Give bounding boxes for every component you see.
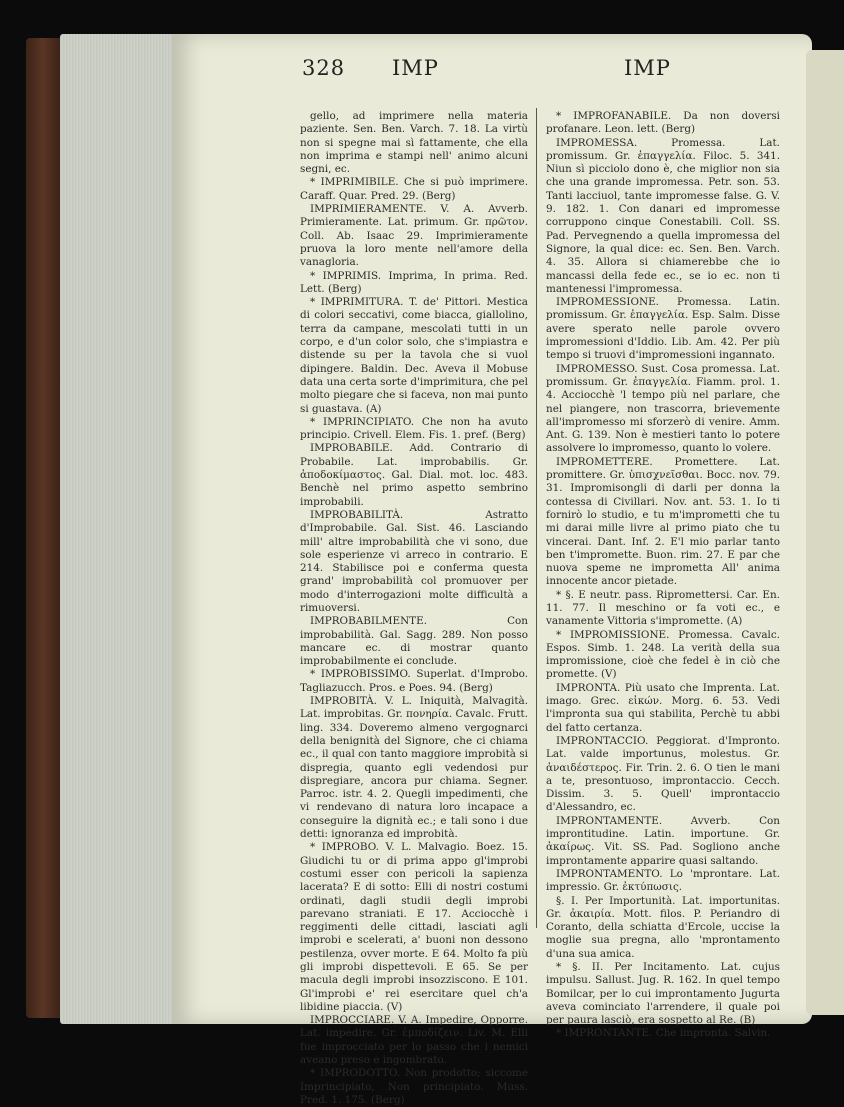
dictionary-entry: * IMPROMISSIONE. Promessa. Cavalc. Espos. Simb. 1. 248. La verità della sua impromissione, cioè che fedel è in ciò che promette. (V) [546, 628, 780, 681]
dictionary-entry: IMPROBABILE. Add. Contrario di Probabile. Lat. improbabilis. Gr. ἀποδοκίμαστος. Gal. Dial. mot. loc. 483. Benchè nel primo aspetto sembrino improbabili. [300, 442, 528, 508]
dictionary-entry: * IMPROFANABILE. Da non doversi profanare. Leon. lett. (Berg) [546, 110, 780, 136]
dictionary-entry: * IMPROBISSIMO. Superlat. d'Improbo. Tagliazucch. Pros. e Poes. 94. (Berg) [300, 668, 528, 694]
dictionary-entry: * IMPRODOTTO. Non prodotto; siccome Imprincipiato, Non principiato. Muss. Pred. 1. 175. (Berg) [300, 1067, 528, 1106]
column-divider [536, 108, 537, 928]
dictionary-entry: * IMPRIMIS. Imprima, In prima. Red. Lett. (Berg) [300, 269, 528, 295]
dictionary-entry: IMPROCCIARE. V. A. Impedire, Opporre. Lat. impedire. Gr. ἐμποδίζειν. Liv. M. Elli fue improcciato per lo passo che i nemici aveano preso e ingombrato. [300, 1014, 528, 1067]
facing-page-edge [806, 50, 844, 1015]
dictionary-entry: IMPROMESSIONE. Promessa. Latin. promissum. Gr. ἐπαγγελία. Esp. Salm. Disse avere sperato nelle parole ovvero impromessioni d'Iddio. Lib. Am. 42. Per più tempo si truovi d'impromessioni ingannato. [546, 296, 780, 362]
dictionary-entry: IMPROBITÀ. V. L. Iniquità, Malvagità. Lat. improbitas. Gr. πονηρία. Cavalc. Frutt. ling. 334. Doveremo almeno vergognarci della benignità del Signore, che ci chiama ec., il qual con tanto maggiore improbità si dispregia, quanto egli vedendosi pur dispregiare, ancora pur chiama. Segner. Parroc. istr. 4. 2. Quegli impedimenti, che vi rendevano di natura loro incapace a conseguire la dignità ec.; e tali sono i due detti: ignoranza ed improbità. [300, 695, 528, 841]
dictionary-entry: IMPRONTAMENTE. Avverb. Con improntitudine. Latin. importune. Gr. ἀκαίρως. Vit. SS. Pad. Sogliono anche improntamente apparire quasi saltando. [546, 814, 780, 867]
dictionary-entry: §. I. Per Importunità. Lat. importunitas. Gr. ἀκαιρία. Mott. filos. P. Periandro di Coranto, della schiatta d'Ercole, uccise la moglie sua pregna, allo 'mprontamento d'una sua amica. [546, 894, 780, 960]
dictionary-entry: * IMPRINCIPIATO. Che non ha avuto principio. Crivell. Elem. Fis. 1. pref. (Berg) [300, 415, 528, 442]
dictionary-entry: * §. E neutr. pass. Ripromettersi. Car. En. 11. 77. Il meschino or fa voti ec., e vanamente Vittoria s'impromette. (A) [546, 588, 780, 628]
left-column [300, 110, 528, 1107]
dictionary-entry: IMPROMETTERE. Promettere. Lat. promittere. Gr. ὑπισχνεῖσθαι. Bocc. nov. 79. 31. Impromisongli di darli per donna la contessa di Civillari. Nov. ant. 53. 1. Io ti fornirò lo studio, e tu m'imprometti che tu mi darai mille livre al primo piato che tu vincerai. Dant. Inf. 2. E'l mio parlar tanto ben t'impromette. Buon. rim. 27. E par che nuova speme ne impromettа All' anima innocente ancor pietade. [546, 455, 780, 588]
page-number: 328 [302, 56, 346, 80]
dictionary-entry: IMPRONTAMENTO. Lo 'mprontare. Lat. impressio. Gr. ἐκτύπωσις. [546, 867, 780, 894]
dictionary-entry: * §. II. Per Incitamento. Lat. cujus impulsu. Sallust. Jug. R. 162. In quel tempo Bomilcar, per lo cui improntamento Jugurta aveva cominciato l'arrendere, il quale poi per paura lasciò, era sospetto al Re. (B) [546, 961, 780, 1027]
right-running-head: IMP [624, 56, 671, 80]
dictionary-entry: gello, ad imprimere nella materia paziente. Sen. Ben. Varch. 7. 18. La virtù non si spegne mai sì fattamente, che ella non imprima e stampi nell' animo alcuni segni, ec. [300, 110, 528, 176]
left-running-head: IMP [392, 56, 439, 80]
dictionary-entry: IMPRONTACCIO. Peggiorat. d'Impronto. Lat. valde importunus, molestus. Gr. ἀναιδέστερος. Fir. Trin. 2. 6. O tien le mani a te, presontuoso, improntaccio. Cecch. Dissim. 3. 5. Quell' improntaccio d'Alessandro, ec. [546, 734, 780, 814]
dictionary-entry: * IMPRIMIBILE. Che si può imprimere. Caraff. Quar. Pred. 29. (Berg) [300, 176, 528, 202]
dictionary-entry: IMPROBABILITÀ. Astratto d'Improbabile. Gal. Sist. 46. Lasciando mill' altre improbabilità che vi sono, due sole esperienze vi arreco in contrario. E 214. Stabilisce poi e conferma questa grand' improbabilità col promuover per modo d'interrogazioni molte difficultà a rimuoversi. [300, 508, 528, 614]
dictionary-entry: IMPRIMIERAMENTE. V. A. Avverb. Primieramente. Lat. primum. Gr. πρῶτον. Coll. Ab. Isaac 29. Imprimieramente pruova la loro mente nell'amore della vanagloria. [300, 203, 528, 269]
right-column [546, 110, 780, 1041]
dictionary-entry: * IMPRIMITURA. T. de' Pittori. Mestica di colori seccativi, come biacca, giallolino, terra da campane, mescolati tutti in un corpo, e d'un color solo, che s'impiastra e distende su per la tavola che si vuol dipingere. Baldin. Dec. Aveva il Mobuse data una certa sorte d'imprimitura, che pel molto piegare che si faceva, non mai punto si guastava. (A) [300, 296, 528, 415]
dictionary-entry: * IMPROBO. V. L. Malvagio. Boez. 15. Giudichi tu or di prima appo gl'improbi costumi esser con pericoli la sapienza lacerata? E di sotto: Elli di nostri costumi ordinati, dagli studii degli improbi parevano straniati. E 17. Acciocchè i reggimenti delle cittadi, lasciati agli improbi e scelerati, a' buoni non dessono pestilenza, ovver morte. E 64. Molto fa più gli improbi dispettevoli. E 65. Se per macula degli improbi insozziscono. E 101. Gl'improbi e' rei esercitare quel ch'a libidine piaccia. (V) [300, 841, 528, 1013]
dictionary-entry: IMPROMESSA. Promessa. Lat. promissum. Gr. ἐπαγγελία. Filoc. 5. 341. Niun sì picciolo dono è, che miglior non sia che una grande impromessa. Petr. son. 53. Tanti lacciuol, tante impromesse false. G. V. 9. 182. 1. Con danari ed impromesse corruppono cinque Conestabili. Coll. SS. Pad. Pervegnendo a quella impromessa del Signore, la qual dice: ec. Sen. Ben. Varch. 4. 35. Allora si chiamerebbe che io mancassi della fede ec., se io ec. non ti mantenessi l'impromessa. [546, 136, 780, 295]
dictionary-entry: IMPROBABILMENTE. Con improbabilità. Gal. Sagg. 289. Non posso mancare ec. di mostrar quanto improbabilmente ei conclude. [300, 615, 528, 668]
dictionary-entry: IMPROMESSO. Sust. Cosa promessa. Lat. promissum. Gr. ἐπαγγελία. Fiamm. prol. 1. 4. Acciocchè 'l tempo più nel parlare, che nel piangere, non trascorra, brievemente all'impromesso mi sforzerò di venire. Amm. Ant. G. 139. Non è mestieri tanto lo potere assolvere lo impromesso, quanto lo volere. [546, 362, 780, 455]
dictionary-entry: IMPRONTA. Più usato che Imprenta. Lat. imago. Grec. εἰκών. Morg. 6. 53. Vedi l'impronta sua qui stabilita, Perchè tu abbi del fatto certanza. [546, 681, 780, 734]
dictionary-entry: * IMPRONTANTE. Che impronta. Salvin. [556, 1027, 771, 1040]
